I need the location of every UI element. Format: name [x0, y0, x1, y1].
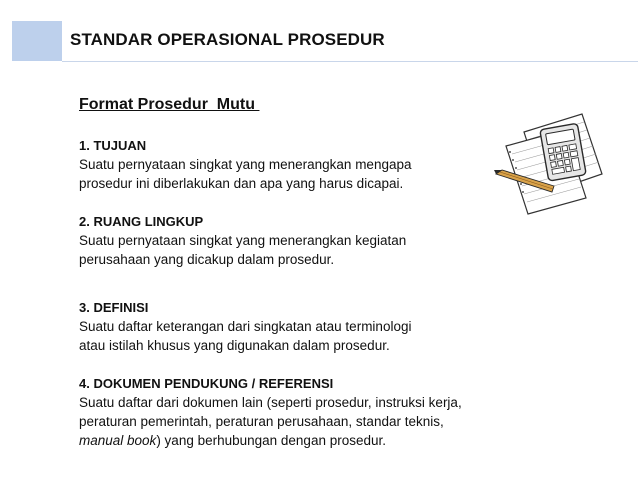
section-text-line: perusahaan yang dicakup dalam prosedur. [79, 252, 335, 267]
section-dokumen-pendukung [79, 374, 462, 450]
section-text-line: prosedur ini diberlakukan dan apa yang harus dicapai. [79, 176, 404, 191]
format-heading: Format Prosedur Mutu [79, 96, 260, 113]
section-text-line: Suatu pernyataan singkat yang menerangkan kegiatan [79, 233, 407, 248]
section-ruang-lingkup [79, 212, 406, 269]
section-tujuan [79, 136, 411, 193]
title-divider [62, 61, 638, 62]
calculator-icon [540, 123, 586, 181]
section-definisi [79, 298, 411, 355]
manual-book-text: manual book [79, 433, 157, 448]
section-text-line: atau istilah khusus yang digunakan dalam prosedur. [79, 338, 390, 353]
section-heading: 2. RUANG LINGKUP [79, 214, 204, 229]
section-text-line: Suatu pernyataan singkat yang menerangkan mengapa [79, 157, 412, 172]
section-heading: 1. TUJUAN [79, 138, 147, 153]
section-heading: 3. DEFINISI [79, 300, 149, 315]
section-text-rest: ) yang berhubungan dengan prosedur. [156, 433, 386, 448]
section-text-line: Suatu daftar keterangan dari singkatan atau terminologi [79, 319, 412, 334]
section-heading: 4. DOKUMEN PENDUKUNG / REFERENSI [79, 376, 334, 391]
slide-title: STANDAR OPERASIONAL PROSEDUR [70, 30, 385, 49]
section-text-line: Suatu daftar dari dokumen lain (seperti prosedur, instruksi kerja, [79, 395, 462, 410]
title-accent-square [12, 21, 62, 61]
section-text-line [79, 431, 462, 450]
calculator-papers-pencil-icon [494, 112, 606, 216]
section-text-line: peraturan pemerintah, peraturan perusahaan, standar teknis, [79, 414, 444, 429]
